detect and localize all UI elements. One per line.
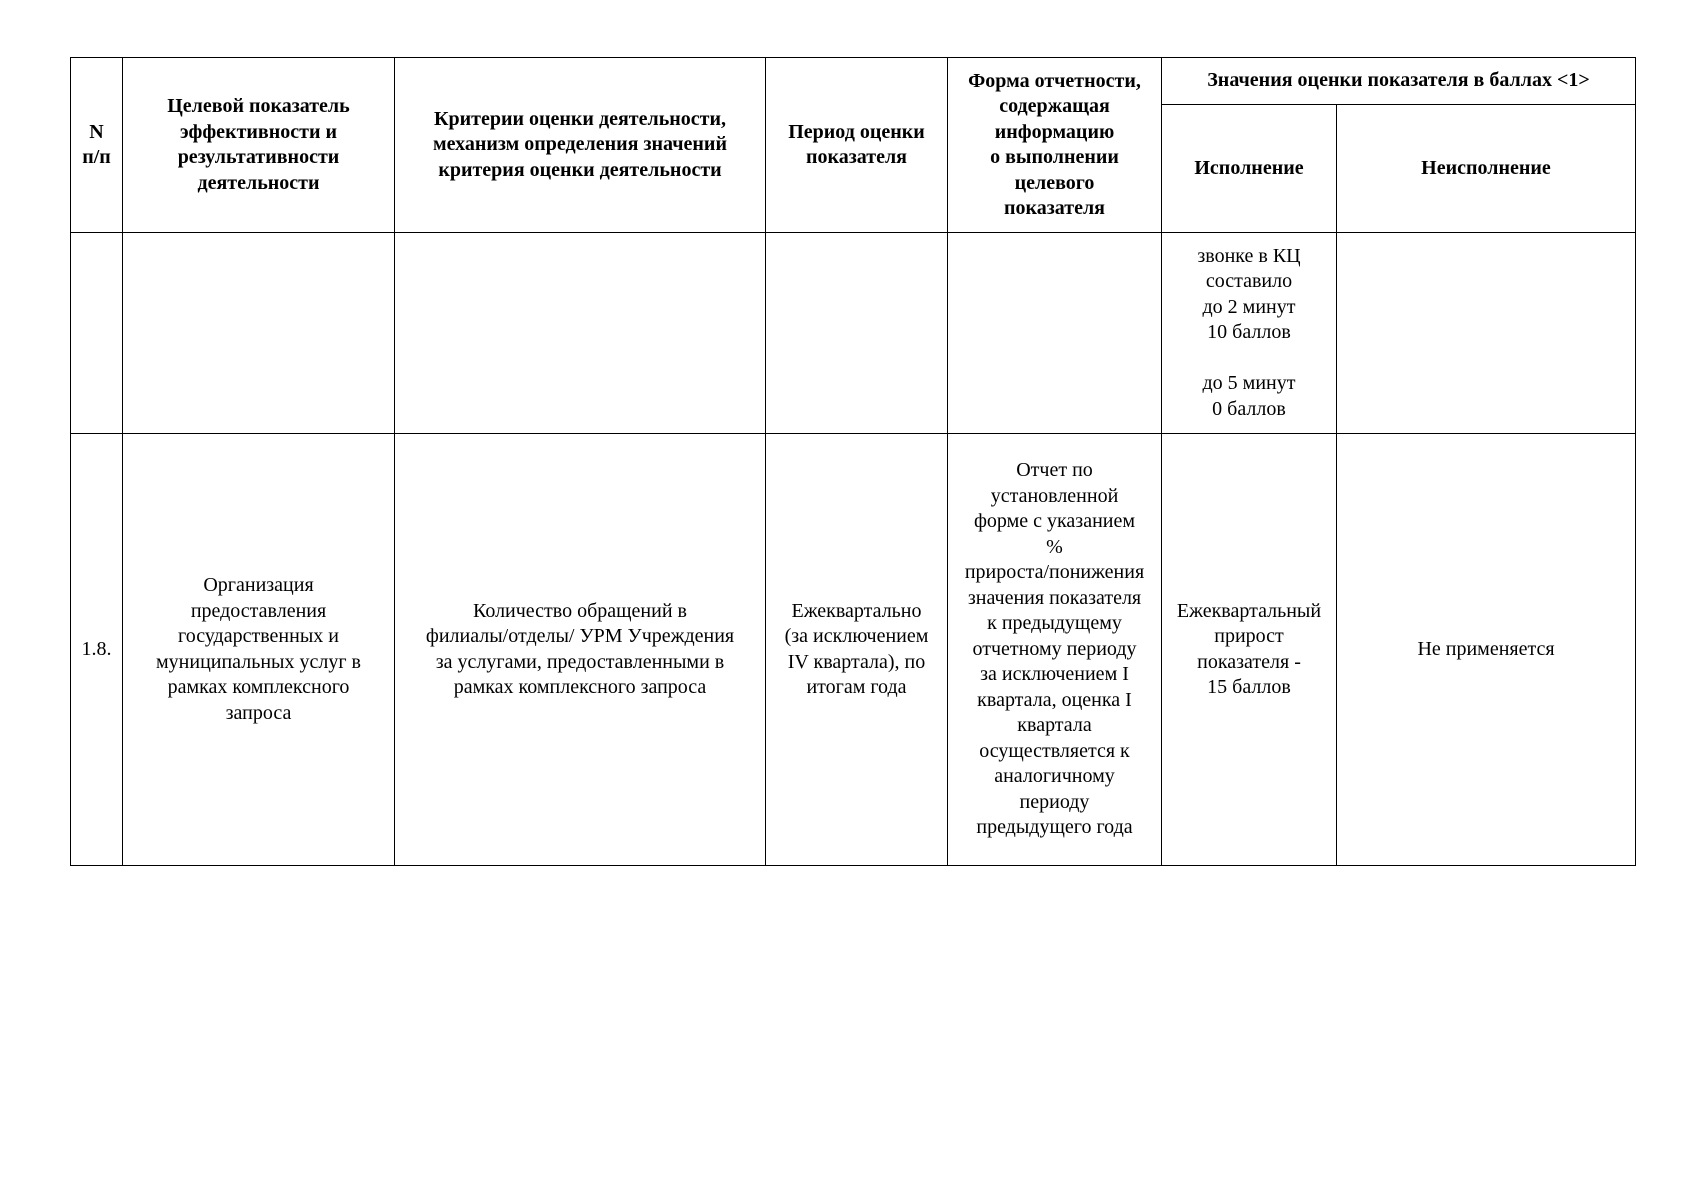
cell-number: 1.8. (71, 434, 123, 866)
cell-form: Отчет по установленной форме с указанием % прироста/понижения значения показателя к предыдущему отчетному периоду за исключением I квартала, оценка I квартала осуществляется к аналогичному периоду предыдущего года (948, 434, 1162, 866)
cell-execution: Ежеквартальный прирост показателя - 15 баллов (1162, 434, 1337, 866)
exec-line: составило (1205, 270, 1293, 293)
exec-line: 10 баллов (1207, 321, 1291, 344)
cell-number (71, 233, 123, 434)
header-execution: Исполнение (1162, 105, 1337, 233)
header-target-indicator: Целевой показатель эффективности и результативности деятельности (123, 58, 395, 233)
cell-execution (1162, 233, 1337, 434)
cell-target: Организация предоставления государственных и муниципальных услуг в рамках комплексного запроса (123, 434, 395, 866)
performance-indicators-table (70, 57, 1636, 866)
exec-gap (1168, 346, 1330, 372)
cell-non-execution: Не применяется (1337, 434, 1636, 866)
exec-line: до 2 минут (1202, 295, 1296, 318)
cell-form (948, 233, 1162, 434)
exec-line: звонке в КЦ (1197, 244, 1301, 267)
cell-period: Ежеквартально (за исключением IV квартала), по итогам года (766, 434, 948, 866)
header-period: Период оценки показателя (766, 58, 948, 233)
header-criteria: Критерии оценки деятельности, механизм определения значений критерия оценки деятельности (395, 58, 766, 233)
cell-criteria: Количество обращений в филиалы/отделы/ УРМ Учреждения за услугами, предоставленными в рамках комплексного запроса (395, 434, 766, 866)
header-values-group: Значения оценки показателя в баллах <1> (1162, 58, 1636, 105)
table-row (71, 233, 1636, 434)
cell-criteria (395, 233, 766, 434)
cell-period (766, 233, 948, 434)
table-row (71, 434, 1636, 866)
cell-target (123, 233, 395, 434)
exec-line: до 5 минут (1202, 372, 1296, 395)
header-report-form: Форма отчетности, содержащая информацию о выполнении целевого показателя (948, 58, 1162, 233)
exec-line: 0 баллов (1212, 397, 1286, 420)
header-non-execution: Неисполнение (1337, 105, 1636, 233)
header-number: N п/п (71, 58, 123, 233)
cell-non-execution (1337, 233, 1636, 434)
